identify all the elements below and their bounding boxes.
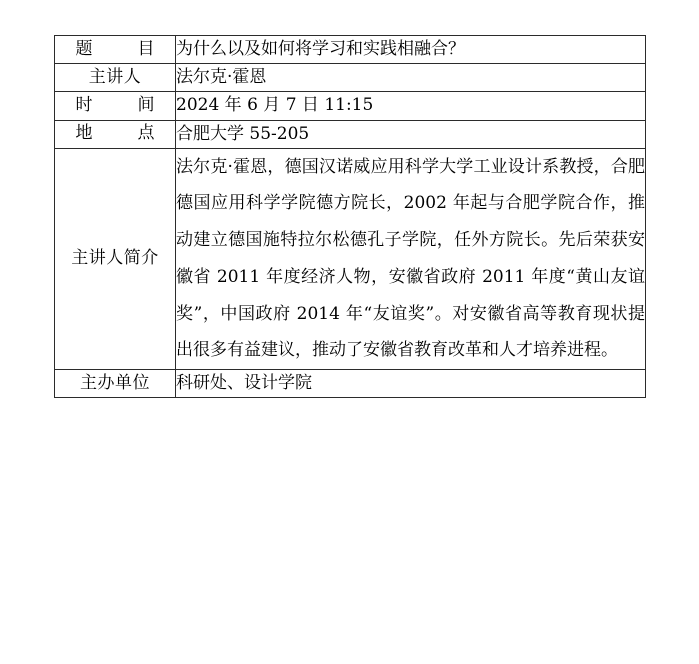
lecture-info-table <box>54 35 646 398</box>
row-value-title: 为什么以及如何将学习和实践相融合？ <box>176 36 646 64</box>
row-label-time <box>55 92 176 120</box>
row-value-time: 2024 年 6 月 7 日 11:15 <box>176 92 646 120</box>
table-row <box>55 64 646 92</box>
biography-text: 法尔克·霍恩，德国汉诺威应用科学大学工业设计系教授，合肥德国应用科学学院德方院长，2002 年起与合肥学院合作，推动建立德国施特拉尔松德孔子学院，任外方院长。先后荣获安徽省 2011 年度经济人物，安徽省政府 2011 年度“黄山友谊奖”，中国政府 2014 年“友谊奖”。对安徽省高等教育现状提出很多有益建议，推动了安徽省教育改革和人才培养进程。 <box>176 156 645 361</box>
row-label-speaker <box>55 64 176 92</box>
row-label-title <box>55 36 176 64</box>
row-value-organizer: 科研处、设计学院 <box>176 370 646 398</box>
table-row <box>55 92 646 120</box>
table-row <box>55 36 646 64</box>
row-label-text: 题 目 <box>75 38 169 59</box>
row-label-organizer <box>55 370 176 398</box>
row-value-location: 合肥大学 55-205 <box>176 120 646 148</box>
row-label-biography: 主讲人简介 <box>55 148 176 369</box>
row-label-text: 时 间 <box>75 95 169 116</box>
table-row-biography <box>55 148 646 369</box>
table-row <box>55 120 646 148</box>
row-label-text: 地 点 <box>75 123 169 144</box>
row-label-text: 主讲人 <box>88 67 142 88</box>
row-label-text: 主办单位 <box>80 372 150 393</box>
row-value-speaker: 法尔克·霍恩 <box>176 64 646 92</box>
table-row-organizer <box>55 370 646 398</box>
row-label-location <box>55 120 176 148</box>
row-value-biography <box>176 148 646 369</box>
